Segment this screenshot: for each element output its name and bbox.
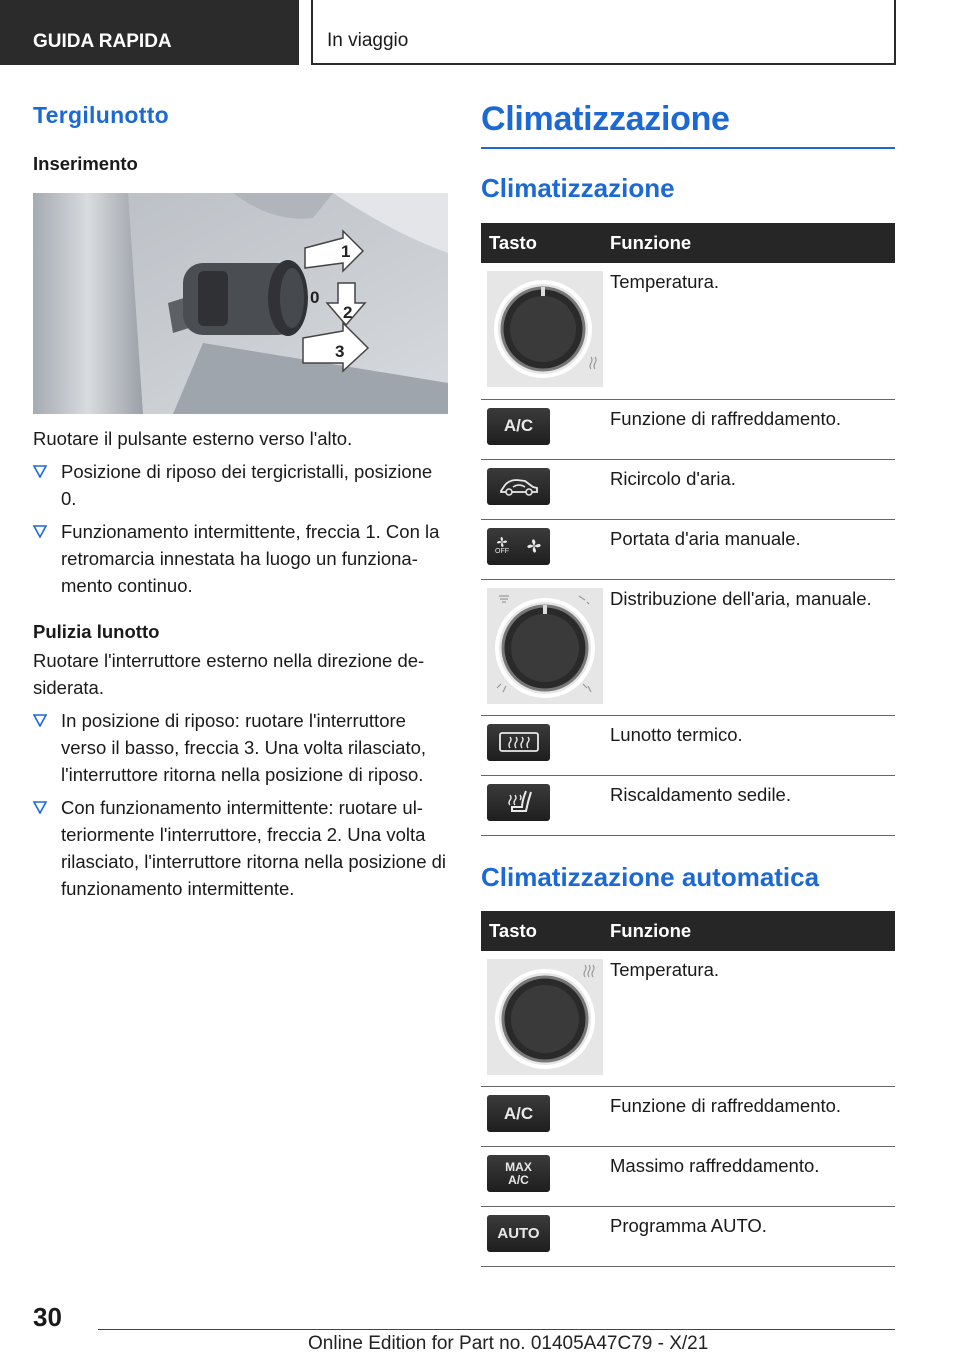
left-column	[33, 102, 448, 902]
temperature-knob-icon	[487, 271, 603, 387]
climate-controls-table	[481, 223, 895, 836]
ac-button-label: A/C	[503, 1103, 534, 1123]
bullet-triangle-icon	[33, 801, 47, 814]
position-label-0: 0	[310, 288, 320, 307]
bullet-triangle-icon	[33, 465, 47, 478]
instruction-text: Ruotare il pulsante esterno verso l'alto.	[33, 428, 353, 449]
table-row	[481, 1147, 895, 1207]
pulizia-text: Ruotare l'interruttore esterno nella direzione de-siderata.	[33, 650, 425, 698]
max-ac-label: A/C	[508, 1172, 529, 1187]
footer-edition: Online Edition for Part no. 01405A47C79 - X/21	[308, 1333, 709, 1354]
bullet-text: In posizione di riposo: ruotare l'interruttore verso il basso, freccia 3. Una volta rilasciato, l'interruttore ritorna nella posizione di riposo.	[61, 710, 427, 785]
max-label: MAX	[505, 1159, 532, 1174]
bullet-text: Con funzionamento intermittente: ruotare ul-teriormente l'interruttore, freccia 2. Una volta rilasciato, l'interruttore ritorna nella posizione di funzionamento intermittente.	[61, 797, 447, 899]
function-text: Lunotto termico.	[610, 715, 895, 775]
header-chapter-label: In viaggio	[327, 30, 409, 51]
fan-large-icon	[526, 538, 542, 554]
function-text: Temperatura.	[610, 951, 895, 1087]
temperature-knob-icon	[487, 959, 603, 1075]
function-text: Funzione di raffreddamento.	[610, 399, 895, 459]
arrow-label-2: 2	[343, 303, 353, 322]
table-row	[481, 715, 895, 775]
section-title-tergilunotto: Tergilunotto	[33, 102, 170, 128]
arrow-label-3: 3	[335, 342, 345, 361]
table-row	[481, 579, 895, 715]
footer-divider	[98, 1329, 895, 1330]
function-text: Massimo raffreddamento.	[610, 1147, 895, 1207]
seat-heating-icon	[487, 784, 550, 821]
column-header-tasto: Tasto	[481, 911, 610, 951]
auto-climate-controls-table	[481, 911, 895, 1268]
table-row	[481, 263, 895, 399]
bullet-text: Funzionamento intermittente, freccia 1. Con la retromarcia innestata ha luogo un funziona-mento continuo.	[61, 521, 440, 596]
function-text: Funzione di raffreddamento.	[610, 1087, 895, 1147]
function-text: Distribuzione dell'aria, manuale.	[610, 579, 895, 715]
header-section-tab	[0, 0, 299, 65]
column-header-tasto: Tasto	[481, 223, 610, 263]
bullet-item	[33, 707, 448, 788]
ac-button-icon	[487, 408, 550, 445]
bullet-triangle-icon	[33, 714, 47, 727]
subheading-pulizia-lunotto: Pulizia lunotto	[33, 621, 160, 642]
function-text: Ricircolo d'aria.	[610, 459, 895, 519]
page-number: 30	[33, 1302, 62, 1332]
bullet-triangle-icon	[33, 525, 47, 538]
table-row	[481, 399, 895, 459]
function-text: Programma AUTO.	[610, 1207, 895, 1267]
table-row	[481, 519, 895, 579]
wiper-switch-illustration	[33, 193, 448, 414]
subheading-inserimento: Inserimento	[33, 153, 138, 174]
header-chapter-tab	[311, 0, 896, 65]
bullet-text: Posizione di riposo dei tergicristalli, posizione 0.	[61, 461, 433, 509]
fan-small-icon	[496, 536, 508, 548]
table-row	[481, 1087, 895, 1147]
function-text: Portata d'aria manuale.	[610, 519, 895, 579]
table-row	[481, 775, 895, 835]
bullet-item	[33, 794, 448, 902]
column-header-funzione: Funzione	[610, 223, 895, 263]
bullet-list-positions	[33, 458, 448, 599]
air-distribution-knob-icon	[487, 588, 603, 704]
function-text: Riscaldamento sedile.	[610, 775, 895, 835]
right-column	[481, 100, 895, 1267]
ac-button-label: A/C	[503, 416, 534, 435]
table-row	[481, 459, 895, 519]
auto-button-icon	[487, 1215, 550, 1252]
fan-off-label: OFF	[495, 548, 509, 555]
section-title-climatizzazione: Climatizzazione	[481, 173, 675, 203]
ac-button-icon	[487, 1095, 550, 1132]
header-section-label: GUIDA RAPIDA	[33, 31, 172, 52]
table-row	[481, 1207, 895, 1267]
bullet-item	[33, 518, 448, 599]
section-title-climatizzazione-automatica: Climatizzazione automatica	[481, 861, 820, 892]
chapter-title-climatizzazione: Climatizzazione	[481, 100, 895, 149]
wiper-switch-photo	[33, 193, 448, 414]
table-row	[481, 951, 895, 1087]
recirculation-car-icon	[487, 468, 550, 505]
bullet-item	[33, 458, 448, 512]
auto-label: AUTO	[497, 1225, 540, 1242]
rear-window-defrost-icon	[487, 724, 550, 761]
bullet-list-pulizia	[33, 707, 448, 902]
fan-speed-button-icon	[487, 528, 550, 565]
arrow-label-1: 1	[341, 242, 351, 261]
max-ac-button-icon	[487, 1155, 550, 1192]
column-header-funzione: Funzione	[610, 911, 895, 951]
function-text: Temperatura.	[610, 263, 895, 399]
